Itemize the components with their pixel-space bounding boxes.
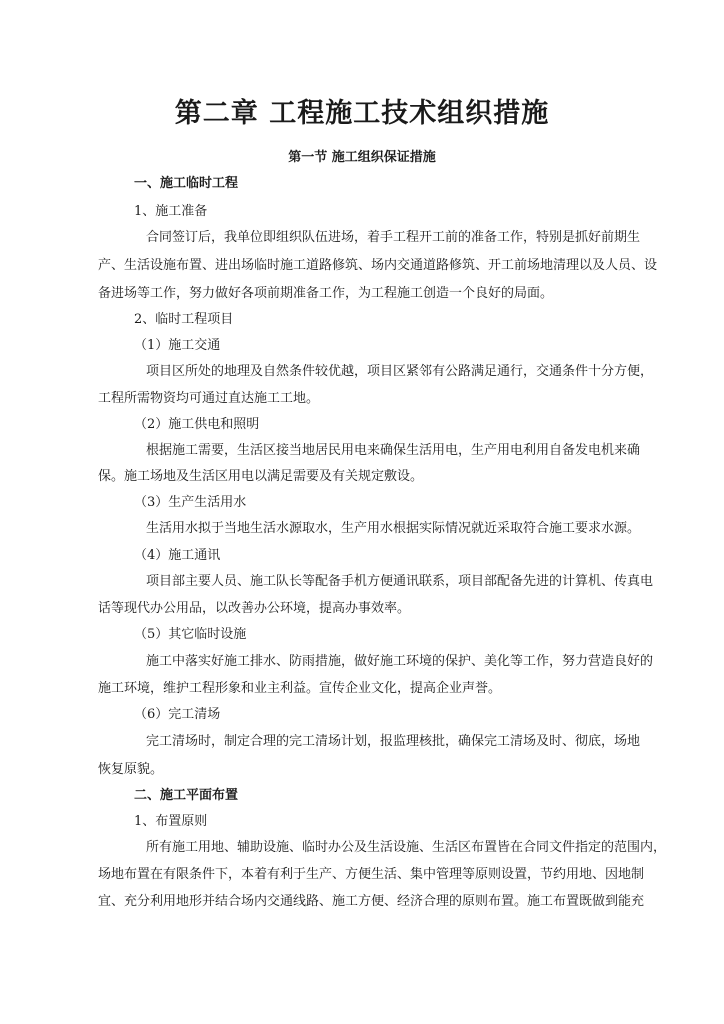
paragraph-line: 宜、充分利用地形并结合场内交通线路、施工方便、经济合理的原则布置。施工布置既做到能充 [98,894,645,909]
paragraph-line: 工程所需物资均可通过直达施工工地。 [98,391,320,406]
paragraph-line: 生活用水拟于当地生活水源取水，生产用水根据实际情况就近采取符合施工要求水源。 [146,521,641,536]
paragraph-line: 项目部主要人员、施工队长等配备手机方便通讯联系，项目部配备先进的计算机、传真电 [146,574,654,589]
paragraph-line: 备进场等工作，努力做好各项前期准备工作，为工程施工创造一个良好的局面。 [98,286,554,301]
item-communication: （4）施工通讯 [134,548,221,563]
paragraph-line: 场地布置在有限条件下，本着有利于生产、方便生活、集中管理等原则设置，节约用地、因地制 [98,867,645,882]
paragraph-line: 施工中落实好施工排水、防雨措施，做好施工环境的保护、美化等工作，努力营造良好的 [146,654,654,669]
item-traffic: （1）施工交通 [134,338,221,353]
paragraph-line: 项目区所处的地理及自然条件较优越，项目区紧邻有公路满足通行，交通条件十分方便， [146,364,654,379]
chapter-title: 第二章 工程施工技术组织措施 [174,98,550,129]
paragraph-line: 产、生活设施布置、进出场临时施工道路修筑、场内交通道路修筑、开工前场地清理以及人员、设 [98,258,658,273]
heading-temporary-works: 一、施工临时工程 [134,176,239,191]
subheading-preparation: 1、施工准备 [134,204,208,219]
paragraph-line: 完工清场时，制定合理的完工清场计划，报监理核批，确保完工清场及时、彻底，场地 [146,734,641,749]
heading-site-layout: 二、施工平面布置 [134,788,239,803]
paragraph-line: 恢复原貌。 [98,762,164,777]
section-title: 第一节 施工组织保证措施 [288,150,436,165]
paragraph-line: 根据施工需要，生活区接当地居民用电来确保生活用电，生产用电利用自备发电机来确 [146,443,641,458]
item-water: （3）生产生活用水 [134,495,247,510]
paragraph-line: 施工环境，维护工程形象和业主利益。宣传企业文化，提高企业声誉。 [98,681,502,696]
item-other-facilities: （5）其它临时设施 [134,627,247,642]
paragraph-line: 保。施工场地及生活区用电以满足需要及有关规定敷设。 [98,469,424,484]
item-power: （2）施工供电和照明 [134,417,260,432]
paragraph-line: 所有施工用地、辅助设施、临时办公及生活设施、生活区布置皆在合同文件指定的范围内， [146,840,667,855]
subheading-layout-principles: 1、布置原则 [134,814,208,829]
subheading-temporary-projects: 2、临时工程项目 [134,312,234,327]
item-site-clearing: （6）完工清场 [134,707,221,722]
paragraph-line: 话等现代办公用品，以改善办公环境，提高办事效率。 [98,601,411,616]
paragraph-line: 合同签订后，我单位即组织队伍进场，着手工程开工前的准备工作，特别是抓好前期生 [146,230,641,245]
